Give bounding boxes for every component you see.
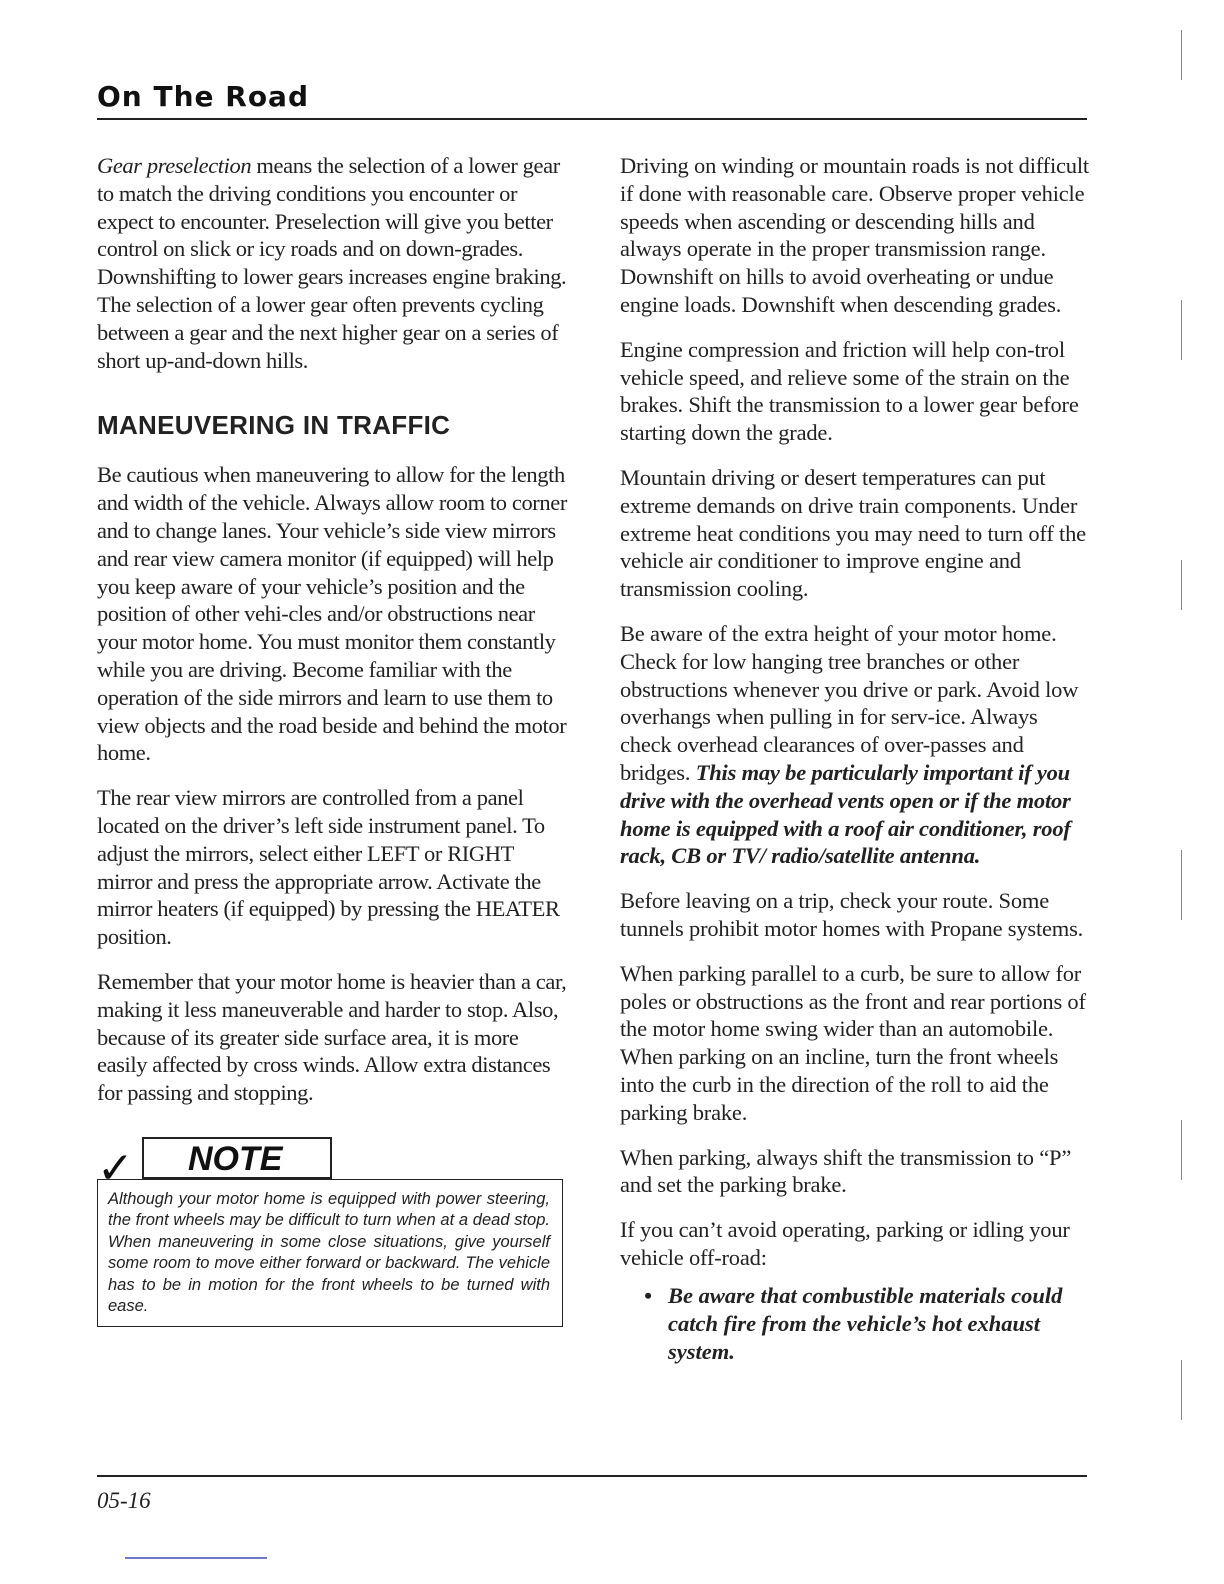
extra-height-paragraph	[620, 620, 1090, 870]
desert-temperatures-paragraph: Mountain driving or desert temperatures can put extreme demands on drive train components. Under extreme heat conditions you may need to turn off the vehicle air conditioner to improve engine and transmission cooling.	[620, 464, 1086, 602]
mirrors-paragraph: The rear view mirrors are controlled from a panel located on the driver’s left side instrument panel. To adjust the mirrors, select either LEFT or RIGHT mirror and press the appropriate arrow. Activate the mirror heaters (if equipped) by pressing the HEATER position.	[97, 785, 560, 950]
scan-edge-line	[1181, 850, 1182, 920]
scan-edge-line	[1181, 30, 1182, 80]
scan-edge-line	[1181, 560, 1182, 610]
extra-height-warning: This may be particularly important if you drive with the overhead vents open or if the motor home is equipped with a roof air conditioner, roof rack, CB or TV/ radio/satellite antenna.	[620, 759, 1071, 869]
mountain-roads-paragraph: Driving on winding or mountain roads is not difficult if done with reasonable care. Observe proper vehicle speeds when ascending or descending hills and always operate in the proper transmission range. Downshift on hills to avoid overheating or undue engine loads. Downshift when descending grades.	[620, 153, 1089, 317]
engine-compression-paragraph: Engine compression and friction will help con-trol vehicle speed, and relieve some of the strain on the brakes. Shift the transmission to a lower gear before starting down the grade.	[620, 336, 1079, 446]
extra-height-text: Be aware of the extra height of your motor home. Check for low hanging tree branches or other obstructions whenever you drive or park. Avoid low overhangs when pulling in for serv-ice. Always check overhead clearances of over-passes and bridges.	[620, 620, 1079, 785]
list-item: • Be aware that combustible materials could catch fire from the vehicle’s hot exhaust system.	[668, 1282, 1090, 1366]
parking-brake-paragraph: When parking, always shift the transmission to “P” and set the parking brake.	[620, 1144, 1072, 1198]
heavier-vehicle-paragraph: Remember that your motor home is heavier than a car, making it less maneuverable and harder to stop. Also, because of its greater side surface area, it is more easily affected by cross winds. Allow extra distances for passing and stopping.	[97, 968, 567, 1106]
off-road-bullet-list	[620, 1282, 1090, 1366]
note-text: Although your motor home is equipped with power steering, the front wheels may be difficult to turn when at a dead stop. When maneuvering in some close situations, give yourself some room to move either forward or backward. The vehicle has to be in motion for the front wheels to be turned with ease.	[97, 1179, 563, 1327]
off-road-paragraph: If you can’t avoid operating, parking or idling your vehicle off-road:	[620, 1217, 1070, 1270]
scan-edge-line	[1181, 1360, 1182, 1420]
gear-preselection-text: means the selection of a lower gear to match the driving conditions you encounter or expect to encounter. Preselection will give you better control on slick or icy roads and on down-grades. Downshifting to lower gears increases engine braking. The selection of a lower gear often prevents cycling between a gear and the next higher gear on a series of short up-and-down hills.	[97, 153, 567, 373]
maneuvering-paragraph: Be cautious when maneuvering to allow for the length and width of the vehicle. Always allow room to corner and to change lanes. Your vehicle’s side view mirrors and rear view camera monitor (if equipped) will help you keep aware of your vehicle’s position and the position of other vehi-cles and/or obstructions near your motor home. You must monitor them constantly while you are driving. Become familiar with the operation of the side mirrors and learn to use them to view objects and the road beside and behind the motor home.	[97, 462, 567, 766]
checkmark-icon: ✓	[97, 1142, 134, 1194]
note-callout	[97, 1137, 567, 1349]
gear-preselection-paragraph	[97, 152, 567, 374]
route-check-paragraph: Before leaving on a trip, check your route. Some tunnels prohibit motor homes with Propane systems.	[620, 888, 1084, 941]
page-number: 05-16	[97, 1488, 151, 1513]
note-label: NOTE	[142, 1137, 332, 1179]
header-divider	[97, 118, 1087, 120]
page-header-title: On The Road	[97, 80, 309, 113]
gear-preselection-term: Gear preselection	[97, 153, 252, 178]
right-column	[620, 152, 1090, 1366]
footer-divider	[97, 1475, 1087, 1477]
scan-edge-mark	[125, 1557, 267, 1559]
parallel-parking-paragraph: When parking parallel to a curb, be sure to allow for poles or obstructions as the front and rear portions of the motor home swing wider than an automobile. When parking on an incline, turn the front wheels into the curb in the direction of the roll to aid the parking brake.	[620, 960, 1086, 1125]
section-heading: MANEUVERING IN TRAFFIC	[97, 410, 451, 441]
scan-edge-line	[1181, 1120, 1182, 1180]
scan-edge-line	[1181, 300, 1182, 360]
left-column	[97, 152, 567, 1349]
